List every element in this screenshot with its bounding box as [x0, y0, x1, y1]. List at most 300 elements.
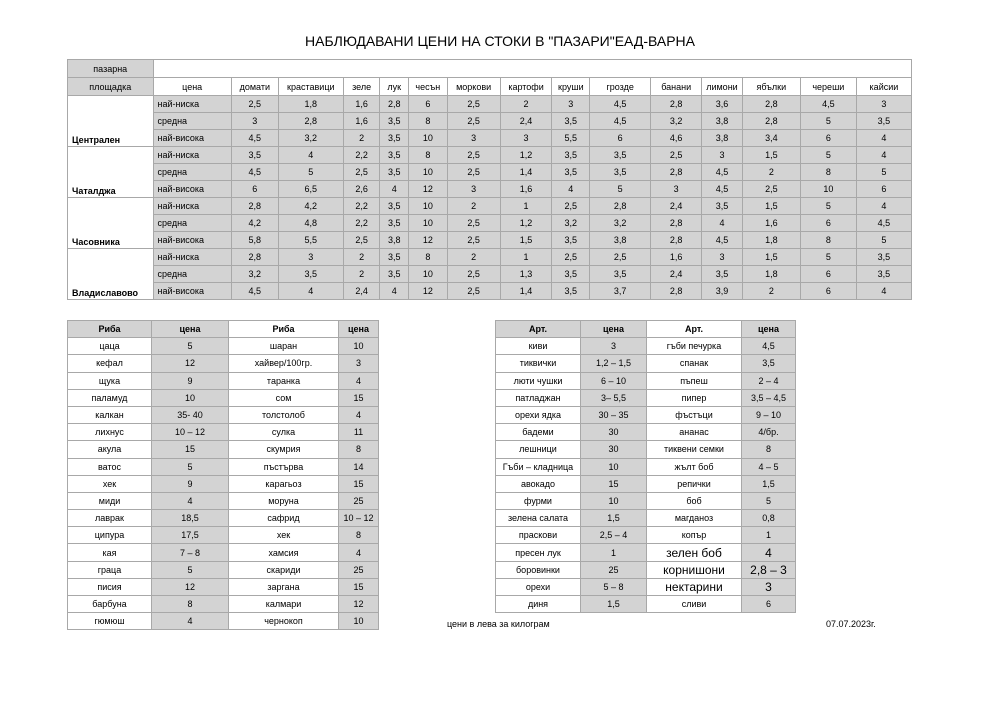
price-cell: 5: [856, 164, 911, 181]
price-cell: 5: [800, 249, 856, 266]
item-name: жълт боб: [647, 458, 742, 475]
table-row: [496, 475, 796, 492]
table-row: [68, 113, 912, 130]
table-row: [68, 130, 912, 147]
price-cell: 4: [552, 181, 590, 198]
table-row: [496, 338, 796, 355]
item-name: цаца: [68, 338, 152, 355]
price-cell: 3,5: [552, 164, 590, 181]
item-name: кая: [68, 544, 152, 561]
table-row: [68, 198, 912, 215]
price-cell: 4,5: [702, 164, 743, 181]
price-cell: 2,5: [447, 283, 500, 300]
table-row: [496, 441, 796, 458]
price-cell: 4,5: [702, 232, 743, 249]
table-row: [496, 406, 796, 423]
price-cell: 10: [408, 215, 447, 232]
price-level: най-ниска: [153, 147, 231, 164]
price-cell: 1,6: [651, 249, 702, 266]
price-cell: 2: [343, 249, 380, 266]
price-cell: 2: [447, 198, 500, 215]
price-cell: 10: [408, 198, 447, 215]
item-price: 3– 5,5: [581, 389, 647, 406]
product-header: лимони: [702, 78, 743, 96]
item-price: 4: [339, 372, 379, 389]
price-cell: 4,5: [856, 215, 911, 232]
price-cell: 2,5: [447, 96, 500, 113]
price-cell: 2,5: [447, 215, 500, 232]
price-cell: 4: [856, 198, 911, 215]
price-cell: 3,8: [702, 130, 743, 147]
table-row: [496, 492, 796, 509]
fish-prices-table: [67, 320, 379, 630]
price-cell: 1: [500, 249, 552, 266]
item-price: 5 – 8: [581, 578, 647, 595]
item-price: 5: [152, 458, 229, 475]
item-price: 3: [742, 578, 796, 595]
item-name: пъстърва: [229, 458, 339, 475]
item-name: таранка: [229, 372, 339, 389]
price-cell: 3,5: [552, 232, 590, 249]
table-row: [496, 458, 796, 475]
item-name: сливи: [647, 596, 742, 613]
price-cell: 12: [408, 283, 447, 300]
item-name: хек: [229, 527, 339, 544]
price-cell: 8: [408, 113, 447, 130]
price-level: най-ниска: [153, 96, 231, 113]
item-name: хек: [68, 475, 152, 492]
item-price: 15: [339, 578, 379, 595]
price-cell: 1,3: [500, 266, 552, 283]
item-price: 3: [339, 355, 379, 372]
product-header: лук: [380, 78, 409, 96]
table-row: [496, 389, 796, 406]
item-name: скумрия: [229, 441, 339, 458]
item-price: 6 – 10: [581, 372, 647, 389]
item-price: 3: [581, 338, 647, 355]
price-cell: 2,5: [590, 249, 651, 266]
table-row: [496, 372, 796, 389]
price-cell: 12: [408, 181, 447, 198]
item-price: 10: [339, 338, 379, 355]
item-name: писия: [68, 578, 152, 595]
item-name: бадеми: [496, 424, 581, 441]
table-row: [496, 544, 796, 561]
table-row: [496, 355, 796, 372]
item-name: лихнус: [68, 424, 152, 441]
item-name: чернокоп: [229, 613, 339, 630]
price-cell: 5: [856, 232, 911, 249]
price-cell: 2: [742, 164, 800, 181]
price-cell: 2: [500, 96, 552, 113]
item-price: 15: [581, 475, 647, 492]
price-cell: 10: [408, 130, 447, 147]
price-cell: 1,8: [742, 266, 800, 283]
item-price: 1,5: [581, 510, 647, 527]
price-cell: 3,5: [380, 130, 409, 147]
item-name: копър: [647, 527, 742, 544]
item-price: 9: [152, 372, 229, 389]
table-row: [496, 527, 796, 544]
price-cell: 3,5: [702, 266, 743, 283]
item-price: 0,8: [742, 510, 796, 527]
product-header: картофи: [500, 78, 552, 96]
item-price: 1: [581, 544, 647, 561]
item-name: сулка: [229, 424, 339, 441]
item-price: 9 – 10: [742, 406, 796, 423]
price-cell: 1,6: [500, 181, 552, 198]
item-price: 10: [152, 389, 229, 406]
table-row: [68, 578, 379, 595]
item-price: 10: [581, 458, 647, 475]
table-row: [496, 578, 796, 595]
price-cell: 3,5: [552, 283, 590, 300]
price-cell: 3,5: [590, 266, 651, 283]
price-level: най-ниска: [153, 198, 231, 215]
price-cell: 3: [447, 181, 500, 198]
item-name: пъпеш: [647, 372, 742, 389]
price-cell: 3: [702, 249, 743, 266]
price-cell: 4: [380, 283, 409, 300]
other-goods-table: [495, 320, 796, 613]
item-price: 1: [742, 527, 796, 544]
price-cell: 2,5: [447, 147, 500, 164]
price-cell: 6: [800, 130, 856, 147]
item-price: 4: [152, 492, 229, 509]
item-name: барбуна: [68, 596, 152, 613]
price-cell: 1,5: [742, 249, 800, 266]
item-name: заргана: [229, 578, 339, 595]
price-cell: 3: [447, 130, 500, 147]
price-cell: 2,4: [651, 198, 702, 215]
price-cell: 3,5: [380, 147, 409, 164]
price-level: средна: [153, 215, 231, 232]
price-cell: 5: [800, 113, 856, 130]
item-price: 5: [742, 492, 796, 509]
item-name: паламуд: [68, 389, 152, 406]
price-cell: 8: [408, 147, 447, 164]
item-price: 30 – 35: [581, 406, 647, 423]
header-cell: [153, 60, 912, 78]
price-level: средна: [153, 164, 231, 181]
price-cell: 2,5: [231, 96, 278, 113]
header-cell: цена: [152, 321, 229, 338]
table-row: [496, 596, 796, 613]
price-cell: 1,5: [742, 198, 800, 215]
price-cell: 3,5: [380, 249, 409, 266]
price-cell: 6: [590, 130, 651, 147]
item-name: тиквички: [496, 355, 581, 372]
item-price: 18,5: [152, 510, 229, 527]
item-name: корнишони: [647, 561, 742, 578]
price-cell: 1,2: [500, 215, 552, 232]
item-price: 4,5: [742, 338, 796, 355]
item-price: 10: [339, 613, 379, 630]
item-name: щука: [68, 372, 152, 389]
item-price: 15: [339, 475, 379, 492]
header-row: [68, 60, 912, 78]
table-row: [68, 283, 912, 300]
item-price: 12: [152, 355, 229, 372]
product-header: чесън: [408, 78, 447, 96]
price-cell: 2,8: [651, 283, 702, 300]
item-name: кефал: [68, 355, 152, 372]
item-name: сом: [229, 389, 339, 406]
price-cell: 5,8: [231, 232, 278, 249]
item-price: 3,5: [742, 355, 796, 372]
price-cell: 2,8: [742, 96, 800, 113]
market-name: Чаталджа: [68, 147, 154, 198]
header-cell: площадка: [68, 78, 154, 96]
table-row: [68, 249, 912, 266]
item-name: нектарини: [647, 578, 742, 595]
price-cell: 1,5: [500, 232, 552, 249]
item-name: зелена салата: [496, 510, 581, 527]
price-cell: 3,8: [380, 232, 409, 249]
header-row: [68, 321, 379, 338]
table-row: [68, 232, 912, 249]
price-cell: 2,2: [343, 147, 380, 164]
price-cell: 3: [702, 147, 743, 164]
price-cell: 2,5: [343, 232, 380, 249]
product-header: банани: [651, 78, 702, 96]
price-cell: 3,5: [590, 164, 651, 181]
table-row: [68, 544, 379, 561]
item-price: 30: [581, 424, 647, 441]
item-name: магданоз: [647, 510, 742, 527]
product-header: круши: [552, 78, 590, 96]
price-cell: 2,5: [742, 181, 800, 198]
price-cell: 2,5: [552, 249, 590, 266]
price-cell: 3,5: [590, 147, 651, 164]
price-cell: 3,5: [380, 215, 409, 232]
item-name: спанак: [647, 355, 742, 372]
price-cell: 4: [702, 215, 743, 232]
price-cell: 2,8: [278, 113, 343, 130]
price-cell: 3: [856, 96, 911, 113]
table-row: [68, 372, 379, 389]
table-row: [496, 561, 796, 578]
item-name: лаврак: [68, 510, 152, 527]
table-row: [68, 96, 912, 113]
item-price: 25: [339, 492, 379, 509]
price-cell: 2,8: [651, 232, 702, 249]
price-cell: 3,7: [590, 283, 651, 300]
price-cell: 4,5: [590, 113, 651, 130]
price-cell: 6: [231, 181, 278, 198]
product-header: ябълки: [742, 78, 800, 96]
item-name: фурми: [496, 492, 581, 509]
table-row: [68, 389, 379, 406]
header-cell: цена: [581, 321, 647, 338]
product-header: зеле: [343, 78, 380, 96]
price-cell: 3,5: [380, 266, 409, 283]
table-row: [68, 424, 379, 441]
item-name: авокадо: [496, 475, 581, 492]
unit-note: цени в лева за килограм: [447, 619, 550, 629]
item-name: калкан: [68, 406, 152, 423]
price-cell: 2,4: [343, 283, 380, 300]
header-cell: Риба: [229, 321, 339, 338]
item-price: 10 – 12: [339, 510, 379, 527]
market-name: Часовника: [68, 198, 154, 249]
table-row: [68, 475, 379, 492]
price-cell: 2: [343, 266, 380, 283]
price-cell: 3: [651, 181, 702, 198]
item-price: 11: [339, 424, 379, 441]
price-cell: 2: [742, 283, 800, 300]
table-row: [68, 613, 379, 630]
price-cell: 3,5: [380, 164, 409, 181]
price-cell: 3,2: [651, 113, 702, 130]
table-row: [68, 406, 379, 423]
price-cell: 4,5: [800, 96, 856, 113]
table-row: [68, 458, 379, 475]
price-cell: 4: [278, 283, 343, 300]
price-cell: 2,5: [447, 232, 500, 249]
price-cell: 2,8: [231, 249, 278, 266]
item-price: 15: [152, 441, 229, 458]
price-cell: 2,4: [651, 266, 702, 283]
item-price: 4 – 5: [742, 458, 796, 475]
item-price: 4: [742, 544, 796, 561]
price-cell: 1,6: [343, 113, 380, 130]
price-cell: 2,2: [343, 215, 380, 232]
price-cell: 2: [343, 130, 380, 147]
item-price: 5: [152, 561, 229, 578]
item-name: орехи ядка: [496, 406, 581, 423]
price-cell: 4: [856, 130, 911, 147]
price-cell: 3,5: [278, 266, 343, 283]
table-row: [68, 561, 379, 578]
price-cell: 1,6: [742, 215, 800, 232]
price-cell: 6: [800, 283, 856, 300]
price-cell: 5: [278, 164, 343, 181]
price-cell: 10: [800, 181, 856, 198]
item-price: 8: [742, 441, 796, 458]
price-cell: 8: [408, 249, 447, 266]
item-price: 2,8 – 3: [742, 561, 796, 578]
item-name: боб: [647, 492, 742, 509]
market-prices-table: [67, 59, 912, 300]
item-name: лешници: [496, 441, 581, 458]
header-cell: Риба: [68, 321, 152, 338]
price-cell: 4,8: [278, 215, 343, 232]
market-name: Централен: [68, 96, 154, 147]
item-name: боровинки: [496, 561, 581, 578]
table-row: [68, 596, 379, 613]
item-name: гюмюш: [68, 613, 152, 630]
price-cell: 1,5: [742, 147, 800, 164]
price-cell: 3,5: [856, 249, 911, 266]
price-level: най-висока: [153, 232, 231, 249]
table-row: [68, 215, 912, 232]
item-price: 1,2 – 1,5: [581, 355, 647, 372]
price-cell: 3,5: [856, 113, 911, 130]
price-cell: 3,4: [742, 130, 800, 147]
item-price: 9: [152, 475, 229, 492]
price-cell: 4,5: [702, 181, 743, 198]
item-name: ватос: [68, 458, 152, 475]
table-row: [496, 510, 796, 527]
price-cell: 3,5: [856, 266, 911, 283]
item-name: патладжан: [496, 389, 581, 406]
item-price: 30: [581, 441, 647, 458]
price-level: средна: [153, 266, 231, 283]
price-cell: 2,8: [231, 198, 278, 215]
price-cell: 6,5: [278, 181, 343, 198]
price-cell: 2,8: [380, 96, 409, 113]
item-price: 2 – 4: [742, 372, 796, 389]
price-level: най-висока: [153, 130, 231, 147]
item-price: 7 – 8: [152, 544, 229, 561]
price-cell: 10: [408, 266, 447, 283]
item-name: граца: [68, 561, 152, 578]
item-name: шаран: [229, 338, 339, 355]
item-name: орехи: [496, 578, 581, 595]
price-cell: 6: [800, 266, 856, 283]
item-name: зелен боб: [647, 544, 742, 561]
item-name: миди: [68, 492, 152, 509]
price-cell: 2,5: [343, 164, 380, 181]
header-row: [68, 78, 912, 96]
item-price: 12: [152, 578, 229, 595]
price-cell: 3,5: [380, 113, 409, 130]
product-header: череши: [800, 78, 856, 96]
item-name: люти чушки: [496, 372, 581, 389]
price-cell: 3,5: [380, 198, 409, 215]
price-cell: 4,2: [278, 198, 343, 215]
item-name: толстолоб: [229, 406, 339, 423]
item-price: 12: [339, 596, 379, 613]
item-name: Гъби – кладница: [496, 458, 581, 475]
price-cell: 4,5: [231, 283, 278, 300]
item-price: 35- 40: [152, 406, 229, 423]
price-cell: 6: [408, 96, 447, 113]
price-cell: 2,6: [343, 181, 380, 198]
price-cell: 2,8: [742, 113, 800, 130]
price-level: най-висока: [153, 181, 231, 198]
item-name: карагьоз: [229, 475, 339, 492]
price-cell: 12: [408, 232, 447, 249]
table-row: [68, 266, 912, 283]
price-level: най-ниска: [153, 249, 231, 266]
price-cell: 4: [856, 283, 911, 300]
price-cell: 5: [800, 147, 856, 164]
item-price: 6: [742, 596, 796, 613]
price-cell: 1,2: [500, 147, 552, 164]
table-row: [68, 147, 912, 164]
item-name: пресен лук: [496, 544, 581, 561]
item-name: фъстъци: [647, 406, 742, 423]
item-name: диня: [496, 596, 581, 613]
page-title: НАБЛЮДАВАНИ ЦЕНИ НА СТОКИ В "ПАЗАРИ"ЕАД-ВАРНА: [305, 33, 695, 49]
item-name: киви: [496, 338, 581, 355]
item-price: 8: [339, 441, 379, 458]
item-price: 10: [581, 492, 647, 509]
price-cell: 4: [856, 147, 911, 164]
price-cell: 2,5: [447, 164, 500, 181]
price-cell: 4: [380, 181, 409, 198]
price-cell: 3,9: [702, 283, 743, 300]
item-name: сафрид: [229, 510, 339, 527]
table-row: [68, 338, 379, 355]
price-cell: 5: [590, 181, 651, 198]
price-cell: 1,4: [500, 283, 552, 300]
price-cell: 5,5: [278, 232, 343, 249]
price-cell: 3,2: [231, 266, 278, 283]
item-price: 4/бр.: [742, 424, 796, 441]
